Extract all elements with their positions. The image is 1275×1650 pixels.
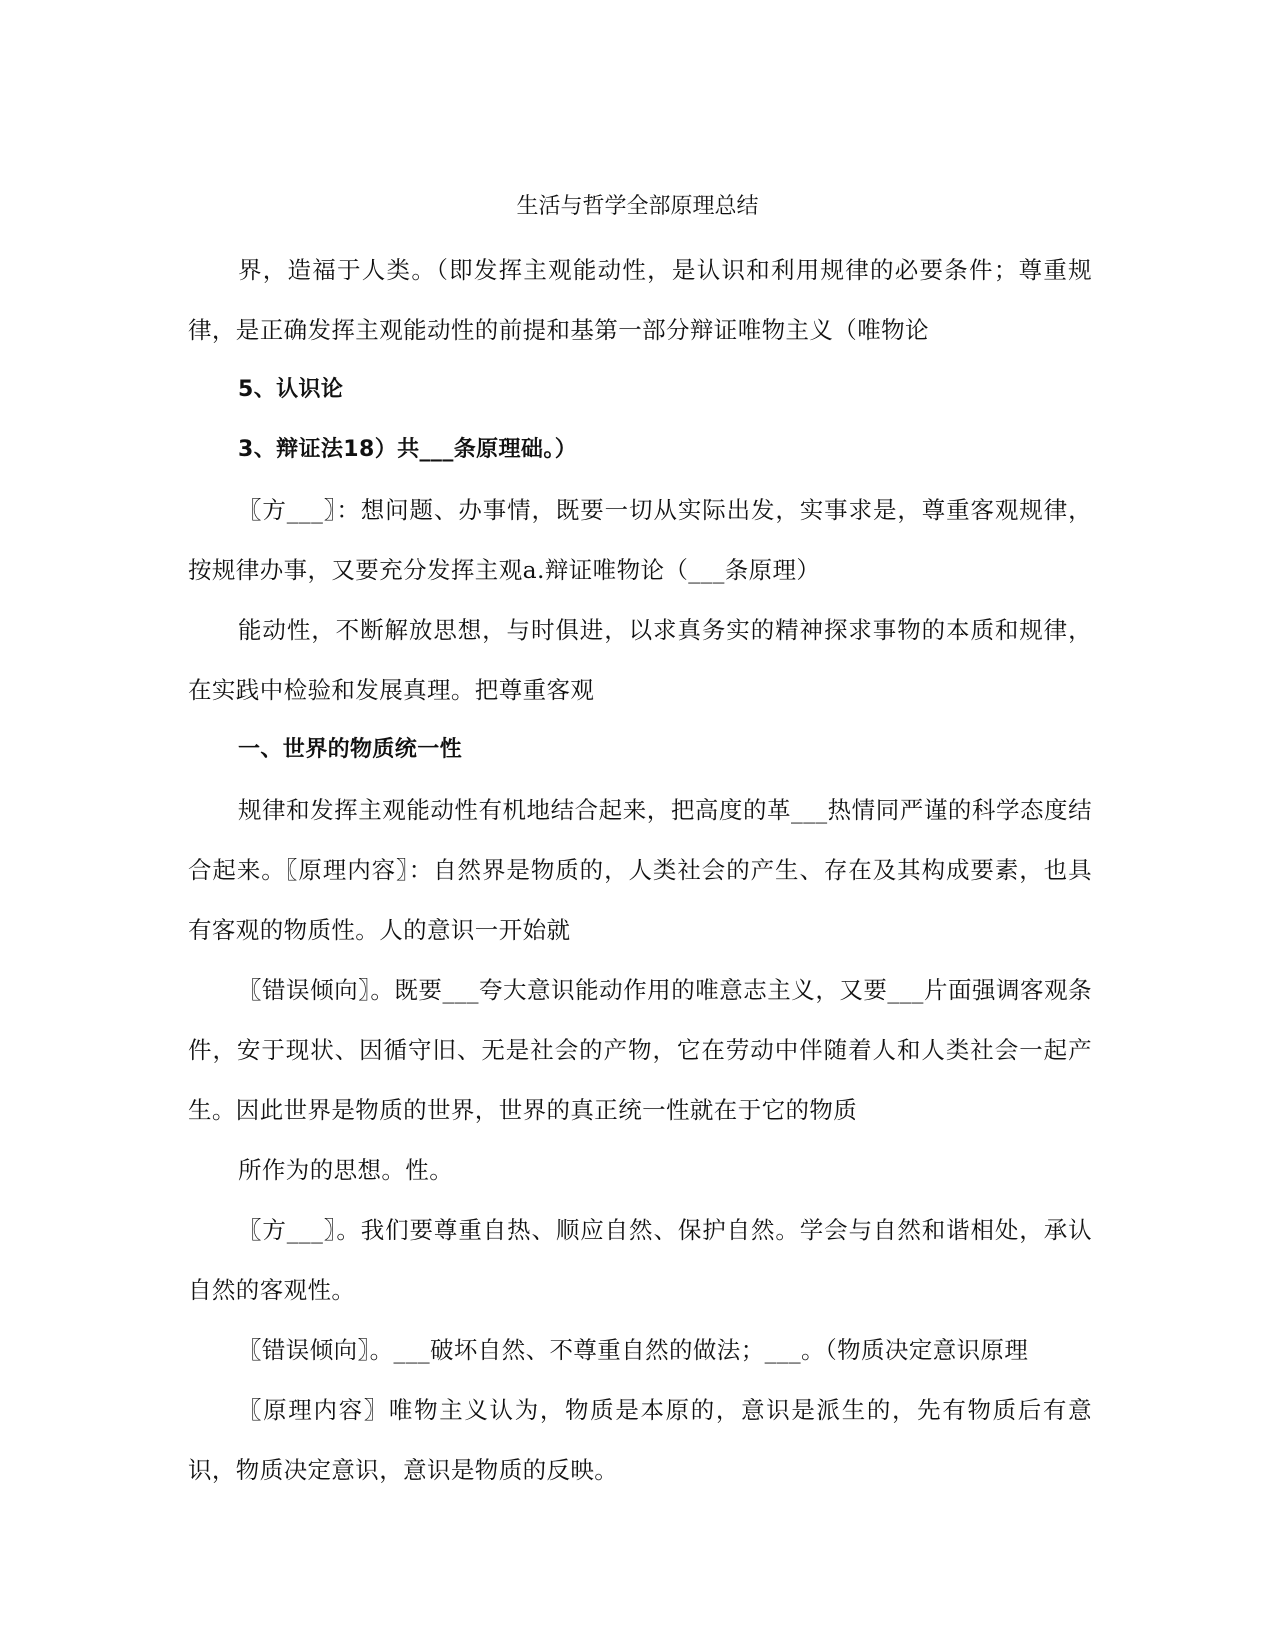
- paragraph: 〖错误倾向〗。既要___夸大意识能动作用的唯意志主义，又要___片面强调客观条件，安于现状、因循守旧、无是社会的产物，它在劳动中伴随着人和人类社会一起产生。因此世界是物质的世界，世界的真正统一性就在于它的物质: [188, 976, 1092, 1124]
- paragraph: 所作为的思想。性。: [238, 1156, 454, 1184]
- paragraph: 〖方___〗。我们要尊重自热、顺应自然、保护自然。学会与自然和谐相处，承认自然的客观性。: [188, 1216, 1092, 1304]
- paragraph: 〖方___〗：想问题、办事情，既要一切从实际出发，实事求是，尊重客观规律，按规律办事，又要充分发挥主观a.辩证唯物论（___条原理）: [188, 496, 1092, 584]
- paragraph: 规律和发挥主观能动性有机地结合起来，把高度的革___热情同严谨的科学态度结合起来。〖原理内容〗：自然界是物质的，人类社会的产生、存在及其构成要素，也具有客观的物质性。人的意识一开始就: [188, 796, 1092, 944]
- section-heading: 5、认识论: [238, 377, 344, 402]
- section-heading: 3、辩证法18）共___条原理础。）: [238, 437, 578, 462]
- paragraph: 〖原理内容〗唯物主义认为，物质是本原的，意识是派生的，先有物质后有意识，物质决定意识，意识是物质的反映。: [188, 1396, 1092, 1484]
- document-body: [188, 240, 1092, 1500]
- document-title: 生活与哲学全部原理总结: [516, 194, 759, 219]
- paragraph: 界，造福于人类。（即发挥主观能动性，是认识和利用规律的必要条件；尊重规律，是正确发挥主观能动性的前提和基第一部分辩证唯物主义（唯物论: [188, 256, 1092, 344]
- paragraph: 能动性，不断解放思想，与时俱进，以求真务实的精神探求事物的本质和规律，在实践中检验和发展真理。把尊重客观: [188, 616, 1092, 704]
- paragraph: 〖错误倾向〗。___破坏自然、不尊重自然的做法；___。（物质决定意识原理: [238, 1336, 1029, 1364]
- section-heading: 一、世界的物质统一性: [238, 737, 463, 762]
